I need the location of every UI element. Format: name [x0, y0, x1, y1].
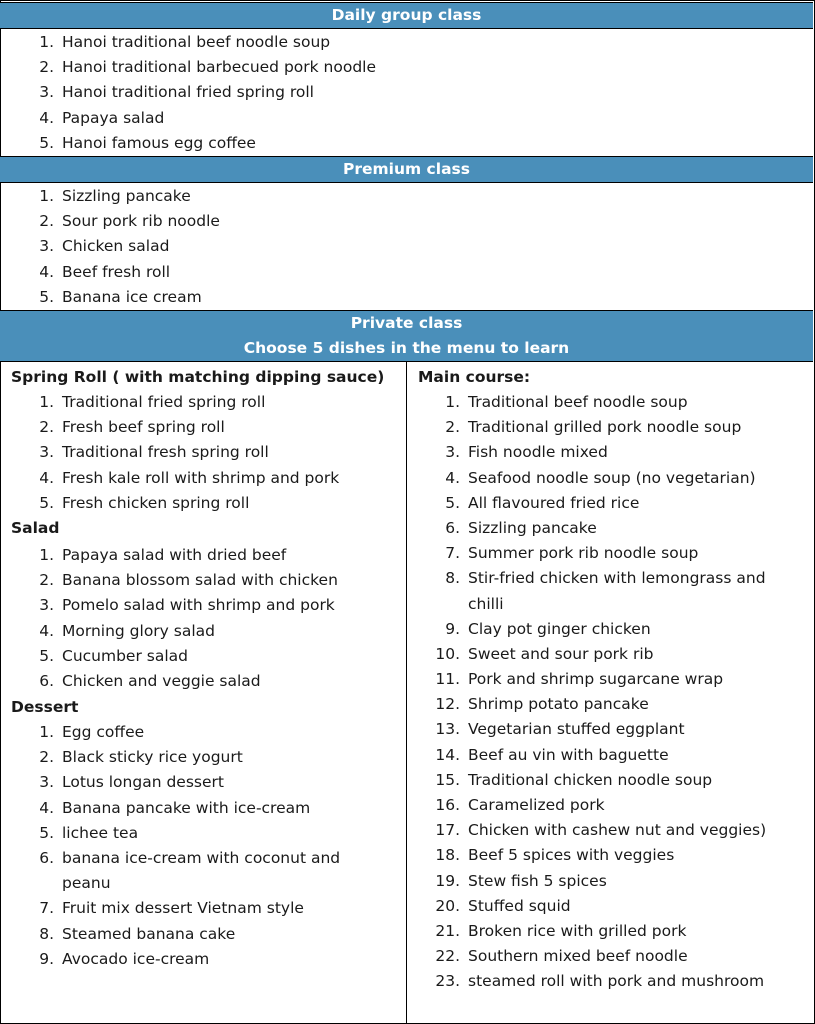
- list-item: [406, 692, 811, 717]
- item-number: 2.: [39, 571, 54, 590]
- item-text: Sour pork rib noodle: [62, 212, 220, 231]
- spring-roll-list: [0, 390, 400, 516]
- item-number: 2.: [39, 748, 54, 767]
- salad-list: [0, 543, 400, 694]
- item-number: 4.: [39, 262, 54, 281]
- item-number: 7.: [39, 899, 54, 918]
- list-item: [0, 846, 400, 896]
- item-text: Fresh chicken spring roll: [62, 493, 250, 512]
- item-text: Seafood noodle soup (no vegetarian): [468, 468, 756, 487]
- item-text: Cucumber salad: [62, 646, 188, 665]
- item-number: 5.: [39, 646, 54, 665]
- item-text: Southern mixed beef noodle: [468, 947, 688, 966]
- main-course-list: [406, 390, 811, 995]
- list-item: [0, 80, 800, 105]
- list-item: [406, 466, 811, 491]
- item-text: Lotus longan dessert: [62, 773, 224, 792]
- item-number: 8.: [445, 569, 460, 588]
- item-text: Avocado ice-cream: [62, 949, 210, 968]
- item-number: 23.: [435, 972, 460, 991]
- list-item: [406, 390, 811, 415]
- list-item: [406, 869, 811, 894]
- list-item: [406, 440, 811, 465]
- premium-class-title: Premium class: [343, 160, 470, 178]
- item-text: Traditional fresh spring roll: [62, 443, 269, 462]
- item-number: 6.: [39, 671, 54, 690]
- item-number: 2.: [445, 418, 460, 437]
- item-number: 21.: [435, 921, 460, 940]
- item-text: Banana pancake with ice-cream: [62, 798, 311, 817]
- item-number: 1.: [39, 723, 54, 741]
- list-item: [0, 209, 800, 234]
- item-text: Clay pot ginger chicken: [468, 619, 651, 638]
- item-text: steamed roll with pork and mushroom: [468, 972, 765, 991]
- list-item: [0, 821, 400, 846]
- item-number: 1.: [39, 546, 54, 564]
- list-item: [406, 541, 811, 566]
- list-item: [406, 894, 811, 919]
- item-text: Chicken and veggie salad: [62, 671, 261, 690]
- list-item: [0, 947, 400, 972]
- item-number: 11.: [435, 670, 460, 689]
- item-text: Beef au vin with baguette: [468, 745, 669, 764]
- item-number: 22.: [435, 947, 460, 966]
- item-number: 4.: [39, 468, 54, 487]
- item-text: Banana blossom salad with chicken: [62, 571, 338, 590]
- item-number: 19.: [435, 871, 460, 890]
- list-item: [406, 919, 811, 944]
- item-text: Pork and shrimp sugarcane wrap: [468, 670, 724, 689]
- item-number: 1.: [39, 33, 54, 51]
- item-number: 6.: [39, 848, 54, 867]
- item-text: Pomelo salad with shrimp and pork: [62, 596, 335, 615]
- item-text: Fresh kale roll with shrimp and pork: [62, 468, 340, 487]
- item-text: Stir-fried chicken with lemongrass and chilli: [468, 569, 766, 613]
- list-item: [0, 922, 400, 947]
- item-text: Chicken with cashew nut and veggies): [468, 821, 767, 840]
- item-number: 9.: [39, 949, 54, 968]
- list-item: [406, 667, 811, 692]
- item-text: Morning glory salad: [62, 621, 215, 640]
- item-text: banana ice-cream with coconut and peanu: [62, 848, 341, 893]
- item-text: Black sticky rice yogurt: [62, 748, 243, 767]
- list-item: [406, 743, 811, 768]
- private-class-subtitle: Choose 5 dishes in the menu to learn: [243, 339, 570, 357]
- list-item: [0, 644, 400, 669]
- list-item: [406, 843, 811, 868]
- spring-roll-heading: Spring Roll ( with matching dipping sauce): [11, 368, 385, 386]
- list-item: [406, 793, 811, 818]
- list-item: [406, 969, 811, 994]
- item-text: Shrimp potato pancake: [468, 695, 649, 714]
- list-item: [406, 491, 811, 516]
- list-item: [0, 466, 400, 491]
- list-item: [0, 593, 400, 618]
- item-number: 3.: [39, 773, 54, 792]
- item-text: Traditional fried spring roll: [62, 393, 266, 411]
- item-text: All flavoured fried rice: [468, 493, 640, 512]
- list-item: [0, 415, 400, 440]
- list-item: [0, 131, 800, 156]
- list-item: [406, 642, 811, 667]
- item-text: Fish noodle mixed: [468, 443, 608, 462]
- item-text: Fruit mix dessert Vietnam style: [62, 899, 304, 918]
- item-text: Fresh beef spring roll: [62, 418, 225, 437]
- salad-heading: Salad: [11, 519, 60, 537]
- item-text: Traditional grilled pork noodle soup: [468, 418, 742, 437]
- item-number: 10.: [435, 644, 460, 663]
- item-text: Hanoi famous egg coffee: [62, 133, 256, 152]
- item-number: 2.: [39, 58, 54, 77]
- item-number: 3.: [39, 237, 54, 256]
- list-item: [0, 543, 400, 568]
- item-number: 4.: [445, 468, 460, 487]
- list-item: [0, 669, 400, 694]
- premium-class-list: [0, 184, 800, 310]
- private-class-header: [0, 310, 813, 362]
- item-number: 12.: [435, 695, 460, 714]
- dessert-list: [0, 720, 400, 972]
- list-item: [0, 184, 800, 209]
- daily-class-list: [0, 30, 800, 156]
- list-item: [0, 796, 400, 821]
- item-number: 5.: [39, 133, 54, 152]
- main-course-heading: Main course:: [418, 368, 531, 386]
- item-text: Stew fish 5 spices: [468, 871, 607, 890]
- item-text: Hanoi traditional fried spring roll: [62, 83, 314, 102]
- list-item: [0, 619, 400, 644]
- item-number: 16.: [435, 796, 460, 815]
- list-item: [406, 768, 811, 793]
- item-number: 3.: [39, 83, 54, 102]
- item-number: 5.: [39, 823, 54, 842]
- item-number: 5.: [39, 287, 54, 306]
- list-item: [0, 745, 400, 770]
- item-number: 18.: [435, 846, 460, 865]
- item-number: 3.: [39, 443, 54, 462]
- item-number: 9.: [445, 619, 460, 638]
- item-text: Caramelized pork: [468, 796, 605, 815]
- item-text: Broken rice with grilled pork: [468, 921, 687, 940]
- item-text: Traditional beef noodle soup: [468, 393, 688, 411]
- list-item: [0, 30, 800, 55]
- item-text: Egg coffee: [62, 723, 145, 741]
- item-text: Stuffed squid: [468, 896, 571, 915]
- item-text: Beef 5 spices with veggies: [468, 846, 675, 865]
- private-class-title: Private class: [350, 314, 463, 332]
- item-number: 3.: [445, 443, 460, 462]
- list-item: [0, 770, 400, 795]
- list-item: [0, 896, 400, 921]
- list-item: [0, 260, 800, 285]
- list-item: [406, 516, 811, 541]
- list-item: [406, 818, 811, 843]
- item-number: 13.: [435, 720, 460, 739]
- premium-class-header: [0, 156, 813, 183]
- item-number: 1.: [445, 393, 460, 411]
- item-number: 5.: [445, 493, 460, 512]
- item-text: Chicken salad: [62, 237, 170, 256]
- item-number: 2.: [39, 418, 54, 437]
- item-number: 15.: [435, 770, 460, 789]
- item-text: Traditional chicken noodle soup: [468, 770, 713, 789]
- item-text: lichee tea: [62, 823, 139, 842]
- item-number: 3.: [39, 596, 54, 615]
- list-item: [0, 285, 800, 310]
- item-text: Sizzling pancake: [62, 187, 191, 205]
- list-item: [406, 415, 811, 440]
- item-number: 14.: [435, 745, 460, 764]
- list-item: [406, 566, 811, 616]
- item-text: Hanoi traditional barbecued pork noodle: [62, 58, 377, 77]
- item-text: Summer pork rib noodle soup: [468, 544, 699, 563]
- list-item: [0, 390, 400, 415]
- list-item: [406, 617, 811, 642]
- item-number: 6.: [445, 518, 460, 537]
- item-number: 7.: [445, 544, 460, 563]
- item-number: 5.: [39, 493, 54, 512]
- item-text: Papaya salad with dried beef: [62, 546, 287, 564]
- daily-class-header: [0, 2, 813, 29]
- item-number: 1.: [39, 187, 54, 205]
- list-item: [0, 55, 800, 80]
- list-item: [0, 440, 400, 465]
- item-number: 17.: [435, 821, 460, 840]
- item-number: 1.: [39, 393, 54, 411]
- item-text: Papaya salad: [62, 108, 165, 127]
- item-number: 8.: [39, 924, 54, 943]
- item-number: 4.: [39, 798, 54, 817]
- item-text: Hanoi traditional beef noodle soup: [62, 33, 331, 51]
- list-item: [406, 717, 811, 742]
- list-item: [0, 720, 400, 745]
- item-text: Sizzling pancake: [468, 518, 597, 537]
- item-number: 2.: [39, 212, 54, 231]
- item-text: Banana ice cream: [62, 287, 202, 306]
- dessert-heading: Dessert: [11, 698, 79, 716]
- daily-class-title: Daily group class: [331, 6, 482, 24]
- item-text: Beef fresh roll: [62, 262, 171, 281]
- item-number: 4.: [39, 108, 54, 127]
- list-item: [0, 491, 400, 516]
- item-text: Sweet and sour pork rib: [468, 644, 654, 663]
- item-text: Vegetarian stuffed eggplant: [468, 720, 685, 739]
- list-item: [406, 944, 811, 969]
- item-text: Steamed banana cake: [62, 924, 236, 943]
- item-number: 20.: [435, 896, 460, 915]
- list-item: [0, 234, 800, 259]
- list-item: [0, 106, 800, 131]
- list-item: [0, 568, 400, 593]
- item-number: 4.: [39, 621, 54, 640]
